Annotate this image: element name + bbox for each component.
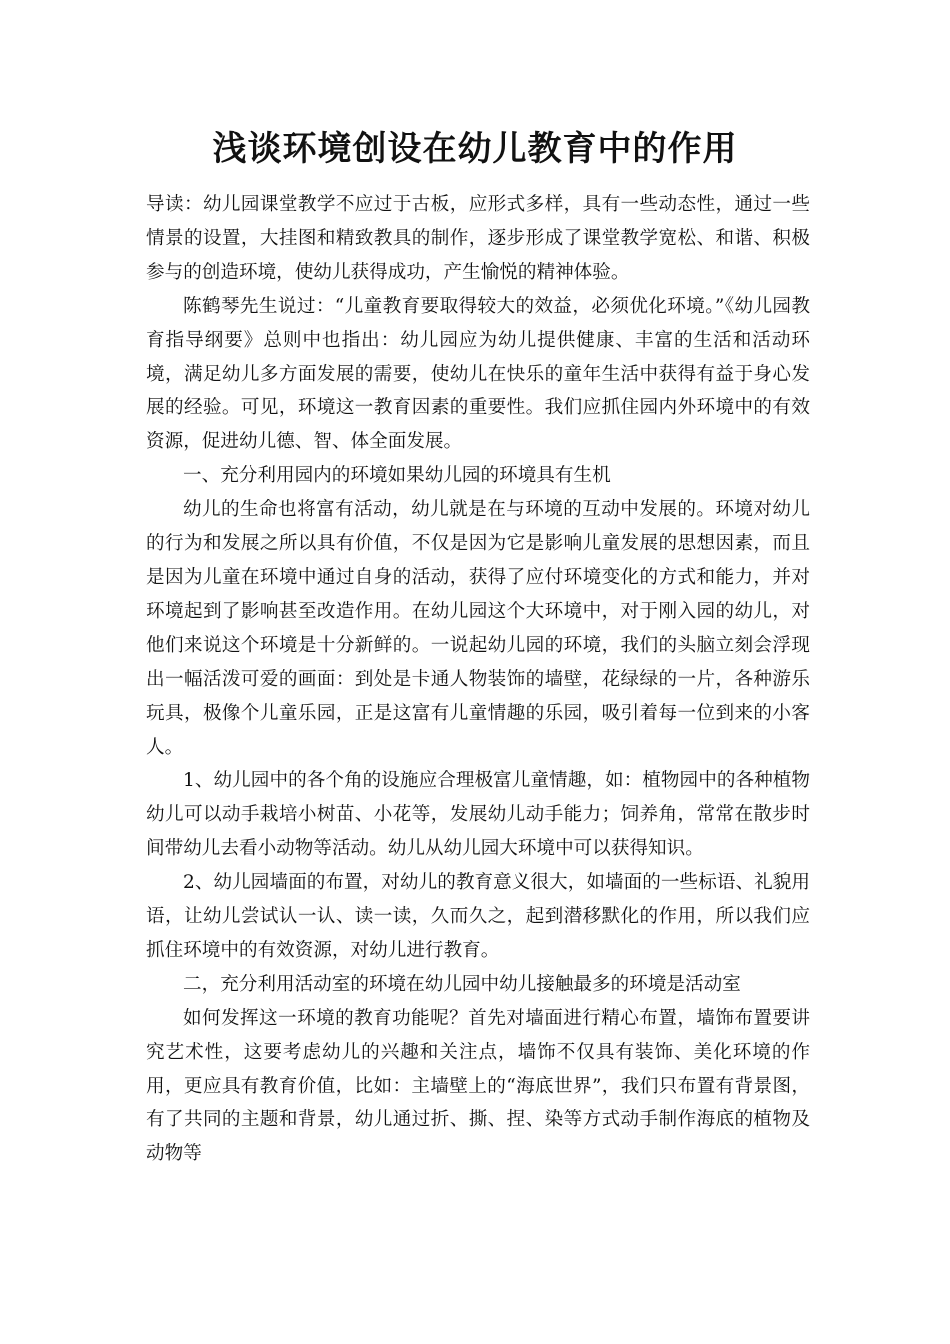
section-heading-one: 一、充分利用园内的环境如果幼儿园的环境具有生机 <box>183 465 611 487</box>
paragraph-intro: 导读：幼儿园课堂教学不应过于古板，应形式多样，具有一些动态性，通过一些情景的设置，大挂图和精致教具的制作，逐步形成了课堂教学宽松、和谐、积极参与的创造环境，使幼儿获得成功，产生愉悦的精神体验。 <box>146 194 810 283</box>
paragraph-wall-decoration: 如何发挥这一环境的教育功能呢？首先对墙面进行精心布置，墙饰布置要讲究艺术性，这要考虑幼儿的兴趣和关注点，墙饰不仅具有装饰、美化环境的作用，更应具有教育价值，比如：主墙壁上的“海底世界”，我们只布置有背景图，有了共同的主题和背景，幼儿通过折、撕、捏、染等方式动手制作海底的植物及动物等 <box>146 1007 810 1165</box>
paragraph-item-two: 2、幼儿园墙面的布置，对幼儿的教育意义很大，如墙面的一些标语、礼貌用语，让幼儿尝试认一认、读一读，久而久之，起到潜移默化的作用，所以我们应抓住环境中的有效资源，对幼儿进行教育。 <box>146 872 810 961</box>
document-title: 浅谈环境创设在幼儿教育中的作用 <box>212 129 738 169</box>
paragraph-item-one: 1、幼儿园中的各个角的设施应合理极富儿童情趣，如：植物园中的各种植物幼儿可以动手栽培小树苗、小花等，发展幼儿动手能力；饲养角，常常在散步时间带幼儿去看小动物等活动。幼儿从幼儿园大环境中可以获得知识。 <box>146 770 810 860</box>
paragraph-environment-life: 幼儿的生命也将富有活动，幼儿就是在与环境的互动中发展的。环境对幼儿的行为和发展之所以具有价值，不仅是因为它是影响儿童发展的思想因素，而且是因为儿童在环境中通过自身的活动，获得了应付环境变化的方式和能力，并对环境起到了影响甚至改造作用。在幼儿园这个大环境中，对于刚入园的幼儿，对他们来说这个环境是十分新鲜的。一说起幼儿园的环境，我们的头脑立刻会浮现出一幅活泼可爱的画面：到处是卡通人物装饰的墙壁，花绿绿的一片，各种游乐玩具，极像个儿童乐园，正是这富有儿童情趣的乐园，吸引着每一位到来的小客人。 <box>146 499 810 758</box>
section-heading-two: 二，充分利用活动室的环境在幼儿园中幼儿接触最多的环境是活动室 <box>183 973 741 995</box>
document-body <box>146 188 810 1171</box>
paragraph-chen-heqin-quote: 陈鹤琴先生说过：“儿童教育要取得较大的效益，必须优化环境。”《幼儿园教育指导纲要》总则中也指出：幼儿园应为幼儿提供健康、丰富的生活和活动环境，满足幼儿多方面发展的需要，使幼儿在快乐的童年生活中获得有益于身心发展的经验。可见，环境这一教育因素的重要性。我们应抓住园内外环境中的有效资源，促进幼儿德、智、体全面发展。 <box>146 295 810 453</box>
